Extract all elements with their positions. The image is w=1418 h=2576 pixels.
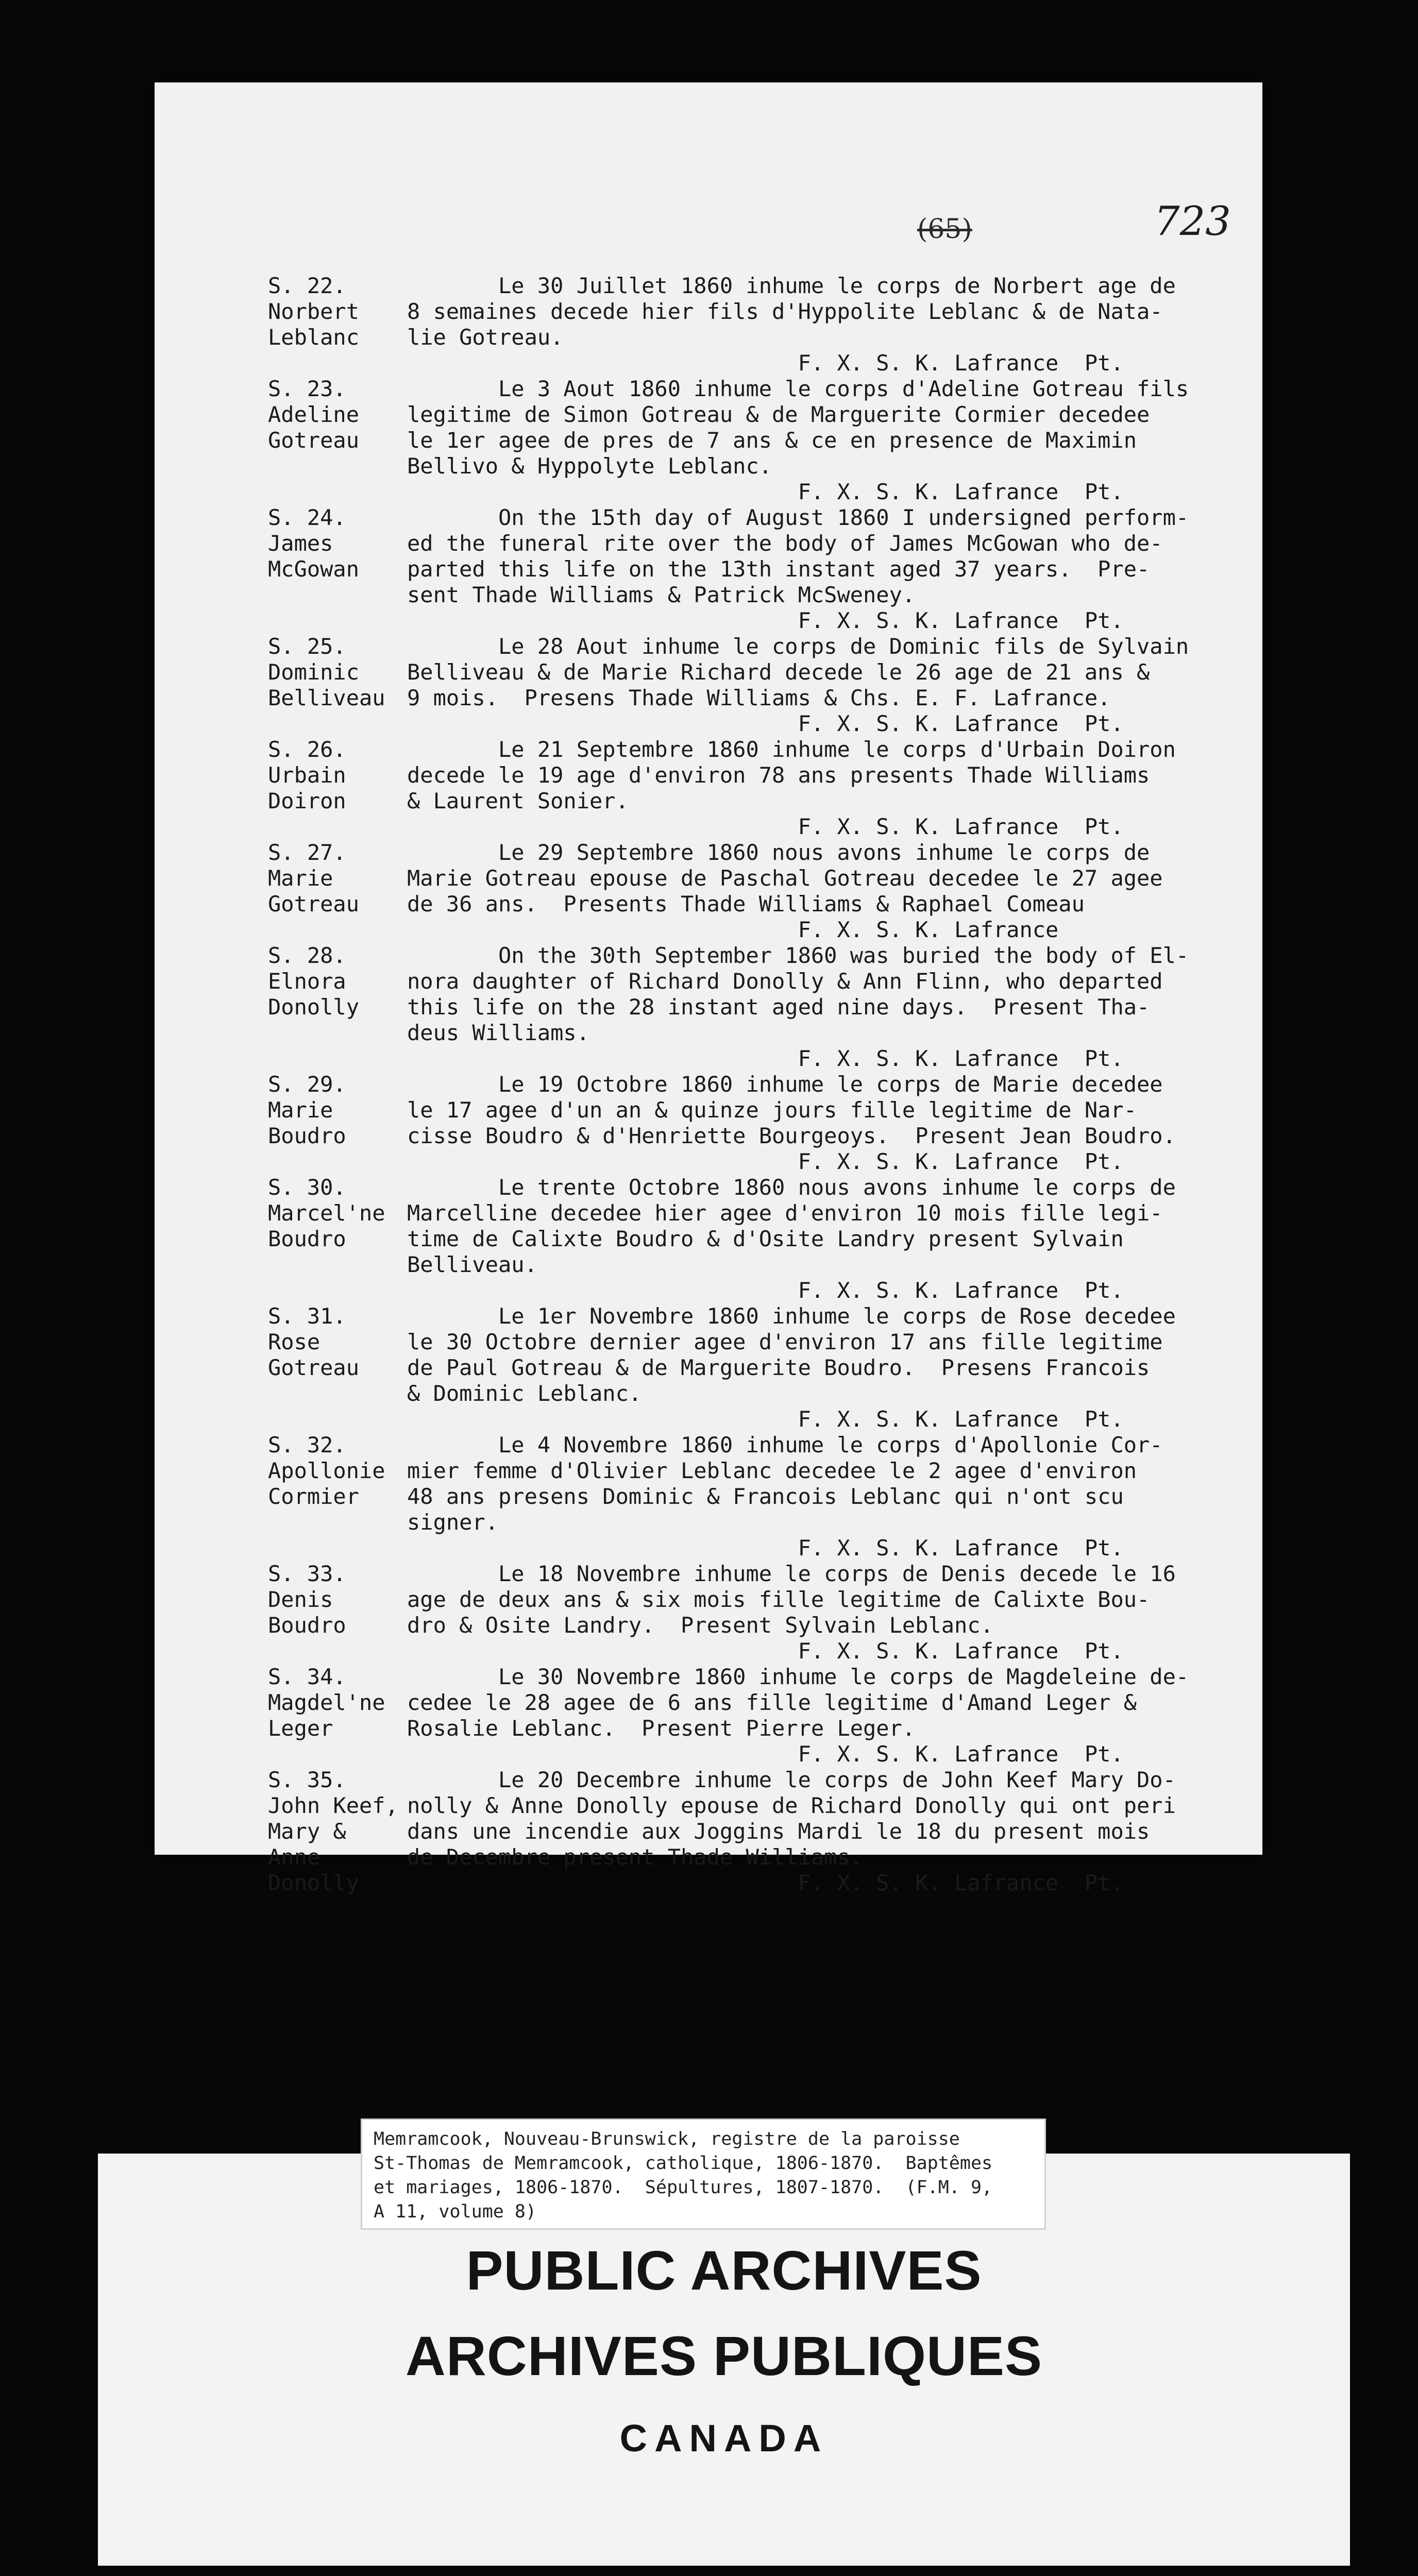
- source-label: [361, 2119, 1046, 2230]
- entry-text: Le 30 Novembre 1860 inhume le corps de Magdeleine de- cedee le 28 agee de 6 ans fille legitime d'Amand Leger & Rosalie Leblanc. Present Pierre Leger. F. X. S. K. Lafrance Pt.: [407, 1664, 1189, 1767]
- burial-entry: [268, 634, 1242, 737]
- entry-name: S. 31. Rose Gotreau: [268, 1303, 360, 1380]
- entry-text: Le trente Octobre 1860 nous avons inhume le corps de Marcelline decedee hier agee d'environ 10 mois fille legi- time de Calixte Boudro & d'Osite Landry present Sylvain Belliveau. F. X. S. K. Lafrance Pt.: [407, 1175, 1176, 1303]
- burial-entry: [268, 505, 1242, 634]
- burial-entry: [268, 840, 1242, 943]
- entry-name: S. 34. Magdel'ne Leger: [268, 1664, 385, 1741]
- entry-text: Le 30 Juillet 1860 inhume le corps de Norbert age de 8 semaines decede hier fils d'Hyppolite Leblanc & de Nata- lie Gotreau. F. X. S. K. Lafrance Pt.: [407, 273, 1176, 376]
- entry-text: Le 4 Novembre 1860 inhume le corps d'Apollonie Cor- mier femme d'Olivier Leblanc decedee le 2 agee d'environ 48 ans presens Dominic & Francois Leblanc qui n'ont scu signer. F. X. S. K. Lafrance Pt.: [407, 1432, 1163, 1561]
- burial-entry: [268, 1432, 1242, 1561]
- entry-text: On the 30th September 1860 was buried the body of El- nora daughter of Richard Donolly & Ann Flinn, who departed this life on the 28 instant aged nine days. Present Tha- deus Williams. F. X. S. K. Lafrance Pt.: [407, 943, 1189, 1071]
- page-reference: (65): [917, 214, 972, 245]
- entry-text: Le 1er Novembre 1860 inhume le corps de Rose decedee le 30 Octobre dernier agee d'environ 17 ans fille legitime de Paul Gotreau & de Marguerite Boudro. Presens Francois & Dominic Leblanc. F. X. S. K. Lafrance Pt.: [407, 1303, 1176, 1432]
- burial-entry: [268, 1303, 1242, 1432]
- entry-text: Le 18 Novembre inhume le corps de Denis decede le 16 age de deux ans & six mois fille legitime de Calixte Bou- dro & Osite Landry. Present Sylvain Leblanc. F. X. S. K. Lafrance Pt.: [407, 1561, 1176, 1664]
- burial-entry: [268, 737, 1242, 840]
- banner-archives-publiques: ARCHIVES PUBLIQUES: [405, 2325, 1043, 2387]
- entry-name: S. 22. Norbert Leblanc: [268, 273, 360, 350]
- burial-entry: [268, 1072, 1242, 1175]
- entry-name: S. 35. John Keef, Mary & Anne Donolly: [268, 1767, 398, 1895]
- burial-entry: [268, 1175, 1242, 1303]
- entry-name: S. 33. Denis Boudro: [268, 1561, 346, 1638]
- burial-entry: [268, 376, 1242, 505]
- source-label-line: Memramcook, Nouveau-Brunswick, registre de la paroisse: [374, 2129, 960, 2149]
- burial-entry: [268, 943, 1242, 1072]
- entry-name: S. 26. Urbain Doiron: [268, 737, 346, 814]
- burial-entry: [268, 273, 1242, 376]
- burial-entries: [268, 273, 1242, 1896]
- burial-entry: [268, 1664, 1242, 1767]
- burial-entry: [268, 1767, 1242, 1896]
- entry-text: Le 28 Aout inhume le corps de Dominic fils de Sylvain Belliveau & de Marie Richard decede le 26 age de 21 ans & 9 mois. Presens Thade Williams & Chs. E. F. Lafrance. F. X. S. K. Lafrance Pt.: [407, 634, 1189, 736]
- entry-name: S. 28. Elnora Donolly: [268, 943, 360, 1020]
- source-label-line: et mariages, 1806-1870. Sépultures, 1807-1870. (F.M. 9,: [374, 2177, 993, 2198]
- source-label-line: St-Thomas de Memramcook, catholique, 1806-1870. Baptêmes: [374, 2153, 993, 2174]
- entry-name: S. 27. Marie Gotreau: [268, 840, 360, 917]
- entry-text: Le 21 Septembre 1860 inhume le corps d'Urbain Doiron decede le 19 age d'environ 78 ans presents Thade Williams & Laurent Sonier. F. X. S. K. Lafrance Pt.: [407, 737, 1176, 839]
- source-label-line: A 11, volume 8): [374, 2201, 537, 2222]
- page-number: 723: [1154, 198, 1231, 245]
- banner-canada: CANADA: [619, 2417, 829, 2460]
- entry-name: S. 24. James McGowan: [268, 505, 360, 582]
- entry-name: S. 29. Marie Boudro: [268, 1072, 346, 1148]
- entry-text: Le 3 Aout 1860 inhume le corps d'Adeline Gotreau fils legitime de Simon Gotreau & de Marguerite Cormier decedee le 1er agee de pres de 7 ans & ce en presence de Maximin Bellivo & Hyppolyte Leblanc. F. X. S. K. Lafrance Pt.: [407, 376, 1189, 504]
- entry-name: S. 23. Adeline Gotreau: [268, 376, 360, 453]
- entry-text: Le 19 Octobre 1860 inhume le corps de Marie decedee le 17 agee d'un an & quinze jours fille legitime de Nar- cisse Boudro & d'Henriette Bourgeoys. Present Jean Boudro. F. X. S. K. Lafrance Pt.: [407, 1072, 1176, 1174]
- burial-entry: [268, 1561, 1242, 1664]
- entry-name: S. 30. Marcel'ne Boudro: [268, 1175, 385, 1251]
- banner-public-archives: PUBLIC ARCHIVES: [466, 2239, 982, 2301]
- entry-text: On the 15th day of August 1860 I undersigned perform- ed the funeral rite over the body of James McGowan who de- parted this life on the 13th instant aged 37 years. Pre- sent Thade Williams & Patrick McSweney. F. X. S. K. Lafrance Pt.: [407, 505, 1189, 633]
- entry-text: Le 20 Decembre inhume le corps de John Keef Mary Do- nolly & Anne Donolly epouse de Richard Donolly qui ont peri dans une incendie aux Joggins Mardi le 18 du present mois de Decembre present Thade Williams. F. X. S. K. Lafrance Pt.: [407, 1767, 1176, 1895]
- entry-name: S. 32. Apollonie Cormier: [268, 1432, 385, 1509]
- entry-text: Le 29 Septembre 1860 nous avons inhume le corps de Marie Gotreau epouse de Paschal Gotreau decedee le 27 agee de 36 ans. Presents Thade Williams & Raphael Comeau F. X. S. K. Lafrance: [407, 840, 1163, 942]
- entry-name: S. 25. Dominic Belliveau: [268, 634, 385, 710]
